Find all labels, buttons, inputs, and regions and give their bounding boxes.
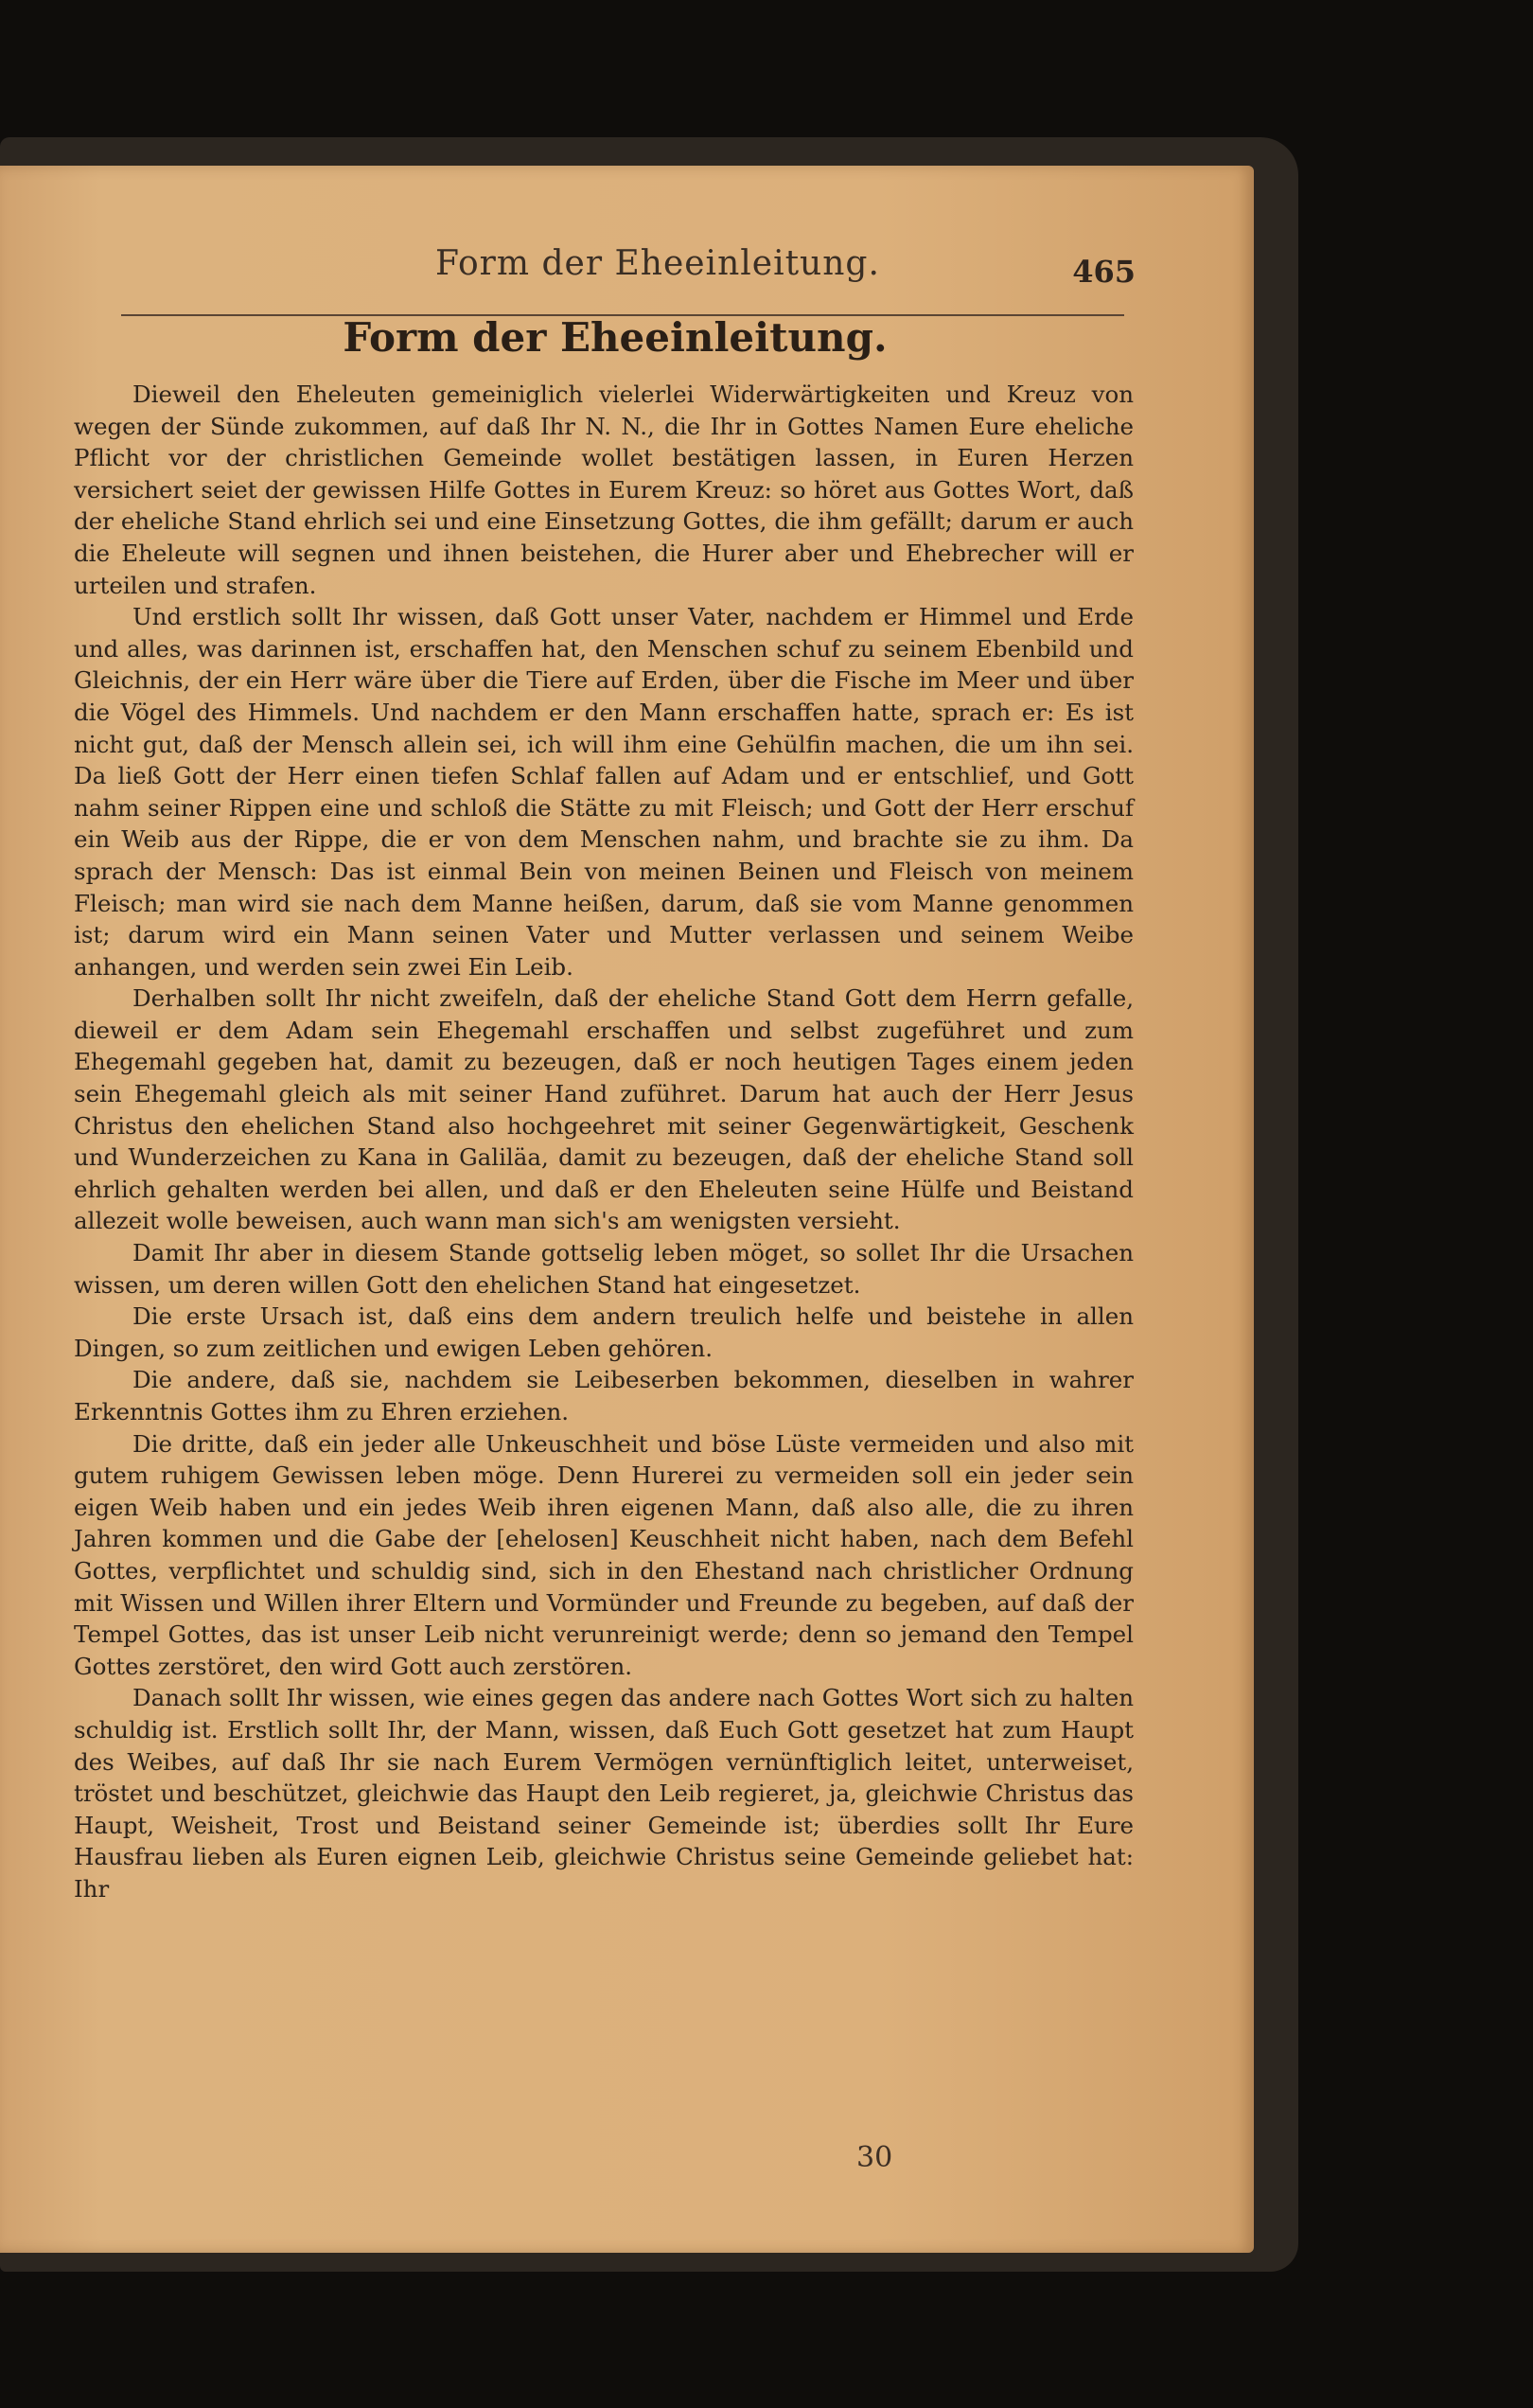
paragraph: Damit Ihr aber in diesem Stande gottselig leben möget, so sollet Ihr die Ursachen wissen, um deren willen Gott den ehelichen Stand hat eingesetzet. [74,1239,1134,1299]
running-head: Form der Eheeinleitung. [435,244,880,283]
paragraph: Danach sollt Ihr wissen, wie eines gegen das andere nach Gottes Wort sich zu halten schuldig ist. Erstlich sollt Ihr, der Mann, wissen, daß Euch Gott gesetzet hat zum Haupt des Weibes, auf daß Ihr sie nach Eurem Vermögen vernünftiglich leitet, unterweiset, tröstet und beschützet, gleichwie das Haupt den Leib regieret, ja, gleichwie Christus das Haupt, Weisheit, Trost und Beistand seiner Gemeinde ist; überdies sollt Ihr Eure Hausfrau lieben als Euren eignen Leib, gleichwie Christus seine Gemeinde geliebet hat: Ihr [74,1684,1134,1903]
signature-mark: 30 [856,2141,893,2174]
paragraph: Dieweil den Eheleuten gemeiniglich vielerlei Widerwärtigkeiten und Kreuz von wegen der Sünde zukommen, auf daß Ihr N. N., die Ihr in Gottes Namen Eure eheliche Pflicht vor der christlichen Gemeinde wollet bestätigen lassen, in Euren Herzen versichert seiet der gewissen Hilfe Gottes in Eurem Kreuz: so höret aus Gottes Wort, daß der eheliche Stand ehrlich sei und eine Einsetzung Gottes, die ihm gefällt; darum er auch die Eheleute will segnen und ihnen beistehen, die Hurer aber und Ehebrecher will er urteilen und strafen. [74,381,1134,599]
section-title: Form der Eheeinleitung. [343,314,888,361]
paragraph: Die andere, daß sie, nachdem sie Leibeserben bekommen, dieselben in wahrer Erkenntnis Gottes ihm zu Ehren erziehen. [74,1366,1134,1425]
paragraph: Und erstlich sollt Ihr wissen, daß Gott unser Vater, nachdem er Himmel und Erde und alles, was darinnen ist, erschaffen hat, den Menschen schuf zu seinem Ebenbild und Gleichnis, der ein Herr wäre über die Tiere auf Erden, über die Fische im Meer und über die Vögel des Himmels. Und nachdem er den Mann erschaffen hatte, sprach er: Es ist nicht gut, daß der Mensch allein sei, ich will ihm eine Gehülfin machen, die um ihn sei. Da ließ Gott der Herr einen tiefen Schlaf fallen auf Adam und er entschlief, und Gott nahm seiner Rippen eine und schloß die Stätte zu mit Fleisch; und Gott der Herr erschuf ein Weib aus der Rippe, die er von dem Menschen nahm, und brachte sie zu ihm. Da sprach der Mensch: Das ist einmal Bein von meinen Beinen und Fleisch von meinem Fleisch; man wird sie nach dem Manne heißen, darum, daß sie vom Manne genommen ist; darum wird ein Mann seinen Vater und Mutter verlassen und seinem Weibe anhangen, und werden sein zwei Ein Leib. [74,603,1134,981]
body-text [74,379,1134,1905]
paragraph: Derhalben sollt Ihr nicht zweifeln, daß der eheliche Stand Gott dem Herrn gefalle, dieweil er dem Adam sein Ehegemahl erschaffen und selbst zugeführet und zum Ehegemahl gegeben hat, damit zu bezeugen, daß er noch heutigen Tages einem jeden sein Ehegemahl gleich als mit seiner Hand zuführet. Darum hat auch der Herr Jesus Christus den ehelichen Stand also hochgeehret mit seiner Gegenwärtigkeit, Geschenk und Wunderzeichen zu Kana in Galiläa, damit zu bezeugen, daß der eheliche Stand soll ehrlich gehalten werden bei allen, und daß er den Eheleuten seine Hülfe und Beistand allezeit wolle beweisen, auch wann man sich's am wenigsten versieht. [74,984,1134,1235]
paragraph: Die dritte, daß ein jeder alle Unkeuschheit und böse Lüste vermeiden und also mit gutem ruhigem Gewissen leben möge. Denn Hurerei zu vermeiden soll ein jeder sein eigen Weib haben und ein jedes Weib ihren eigenen Mann, daß also alle, die zu ihren Jahren kommen und die Gabe der [ehelosen] Keuschheit nicht haben, nach dem Befehl Gottes, verpflichtet und schuldig sind, sich in den Ehestand nach christlicher Ordnung mit Wissen und Willen ihrer Eltern und Vormünder und Freunde zu begeben, auf daß der Tempel Gottes, das ist unser Leib nicht verunreinigt werde; denn so jemand den Tempel Gottes zerstöret, den wird Gott auch zerstören. [74,1429,1134,1680]
page-header [435,244,1136,301]
paragraph: Die erste Ursach ist, daß eins dem andern treulich helfe und beistehe in allen Dingen, so zum zeitlichen und ewigen Leben gehören. [74,1302,1134,1362]
page-number: 465 [1072,254,1136,290]
